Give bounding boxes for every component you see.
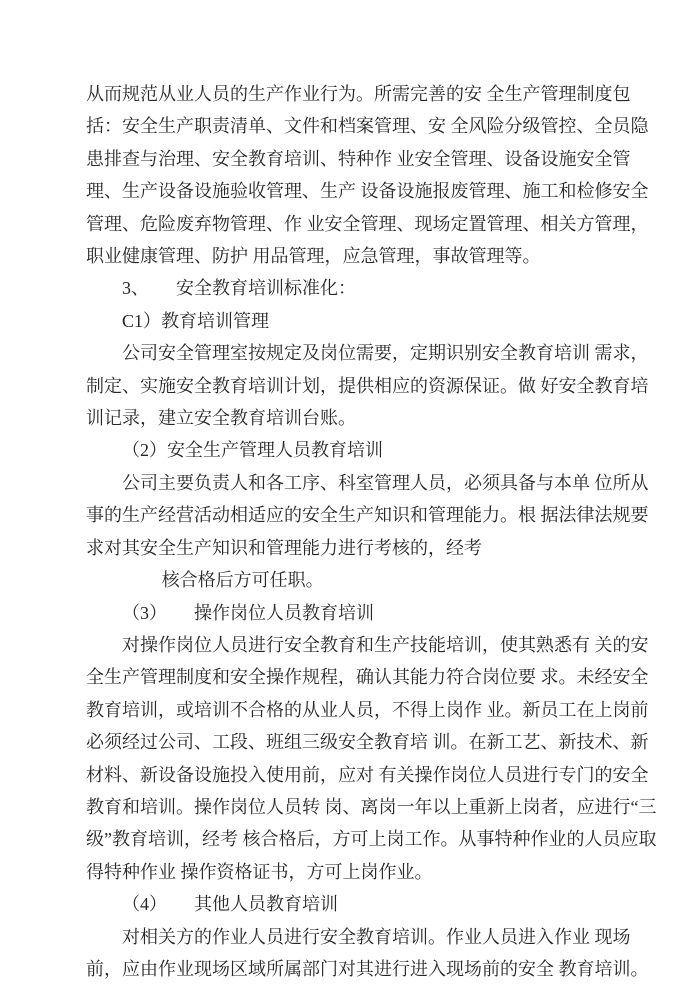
text-line: 从而规范从业人员的生产作业行为。所需完善的安 全生产管理制度包 [86,84,631,104]
text-line: 必须经过公司、工段、班组三级安全教育培 训。在新工艺、新技术、新 [86,732,649,753]
text-line: 核合格后方可任职。 [161,570,324,591]
text-line: （3） 操作岗位人员教育培训 [122,602,374,623]
text-line: C1）教育培训管理 [122,310,270,331]
text-line: （2）安全生产管理人员教育培训 [122,440,383,461]
text-line: 前，应由作业现场区域所属部门对其进行进入现场前的安全 教育培训。 [86,958,649,979]
text-line: 公司安全管理室按规定及岗位需要，定期识别安全教育培训 需求， [122,343,649,364]
text-line: 材料、新设备设施投入使用前，应对 有关操作岗位人员进行专门的安全 [86,764,649,785]
document-body [86,78,657,985]
text-line: 训记录，建立安全教育培训台账。 [86,408,356,429]
text-line: 管理、危险废弃物管理、作 业安全管理、现场定置管理、相关方管理， [86,213,649,234]
text-line: 得特种作业 操作资格证书，方可上岗作业。 [86,861,433,882]
text-line: 对操作岗位人员进行安全教育和生产技能培训，使其熟悉有 关的安 [122,634,649,655]
text-line: 公司主要负责人和各工序、科室管理人员，必须具备与本单 位所从 [122,472,649,493]
text-line: 对相关方的作业人员进行安全教育培训。作业人员进入作业 现场 [122,926,631,947]
text-line: 理、生产设备设施验收管理、生产 设备设施报废管理、施工和检修安全 [86,181,649,202]
text-line: 求对其安全生产知识和管理能力进行考核的，经考 [86,537,482,558]
text-line: 括：安全生产职责清单、文件和档案管理、安 全风险分级管控、全员隐 [86,116,649,137]
text-line: 职业健康管理、防护 用品管理，应急管理，事故管理等。 [86,246,541,267]
text-line: （4） 其他人员教育培训 [122,894,338,915]
text-line: 患排查与治理、安全教育培训、特种作 业安全管理、设备设施安全管 [86,148,631,169]
text-line: 全生产管理制度和安全操作规程，确认其能力符合岗位要 求。未经安全 [86,667,649,688]
text-line: 教育培训，或培训不合格的从业人员，不得上岗作 业。新员工在上岗前 [86,699,649,720]
text-line: 3、 安全教育培训标准化： [122,278,356,299]
text-line: 级”教育培训，经考 核合格后，方可上岗工作。从事特种作业的人员应取 [86,829,657,850]
text-line: 制定、实施安全教育培训计划，提供相应的资源保证。做 好安全教育培 [86,375,649,396]
text-line: 教育和培训。操作岗位人员转 岗、离岗一年以上重新上岗者，应进行“三 [86,796,657,817]
text-line: 事的生产经营活动相适应的安全生产知识和管理能力。根 据法律法规要 [86,505,649,526]
